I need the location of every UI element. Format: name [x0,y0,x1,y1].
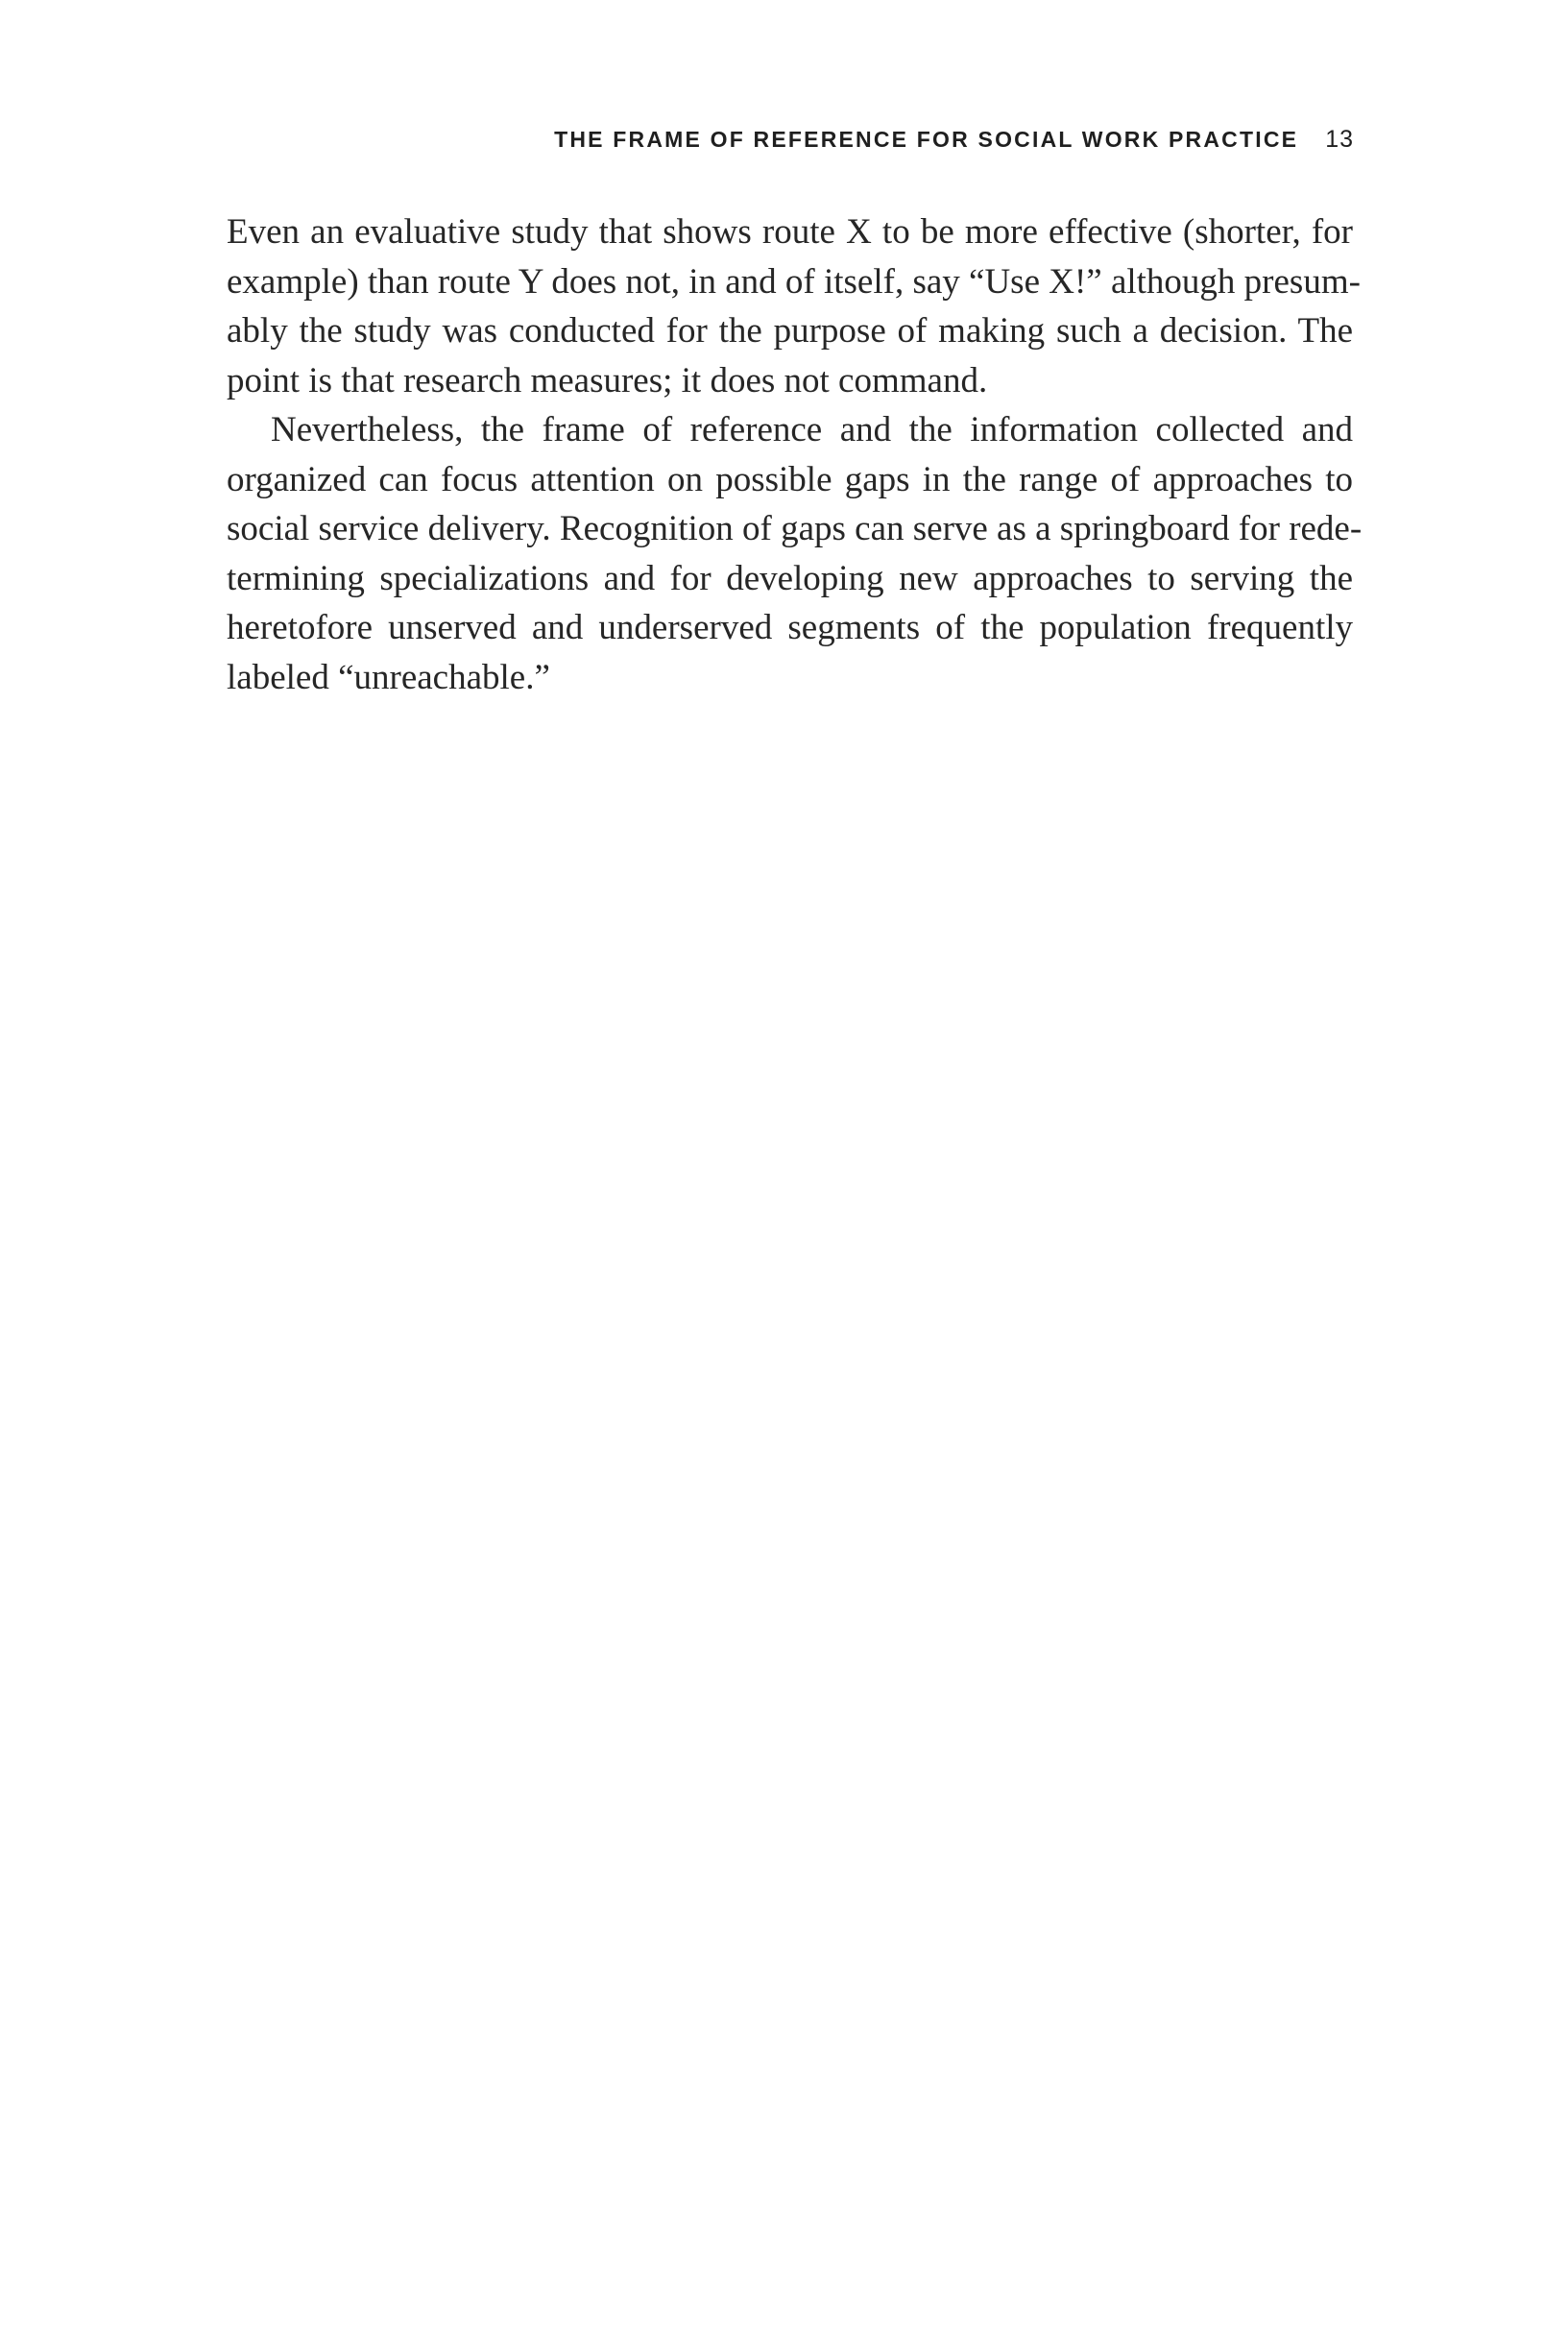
page-number: 13 [1325,126,1354,153]
paragraph-2 [227,405,1363,702]
text-line: example) than route Y does not, in and of itself, say “Use X!” although presum- [227,261,1361,302]
text-line: organized can focus attention on possible gaps in the range of approaches to [227,459,1353,499]
running-head [554,126,1354,154]
text-line: labeled “unreachable.” [227,657,550,697]
body-text [227,207,1363,702]
text-line: ably the study was conducted for the purpose of making such a decision. The [227,311,1353,351]
paragraph-1 [227,207,1361,405]
text-line: Even an evaluative study that shows route X to be more effective (shorter, for [227,212,1353,252]
text-line: Nevertheless, the frame of reference and the information collected and [271,410,1353,449]
text-line: social service delivery. Recognition of gaps can serve as a springboard for rede- [227,509,1363,548]
running-head-title: THE FRAME OF REFERENCE FOR SOCIAL WORK PRACTICE [554,127,1299,152]
text-line: termining specializations and for developing new approaches to serving the [227,558,1353,598]
text-line: heretofore unserved and underserved segments of the population frequently [227,608,1353,647]
text-line: point is that research measures; it does not command. [227,360,988,400]
